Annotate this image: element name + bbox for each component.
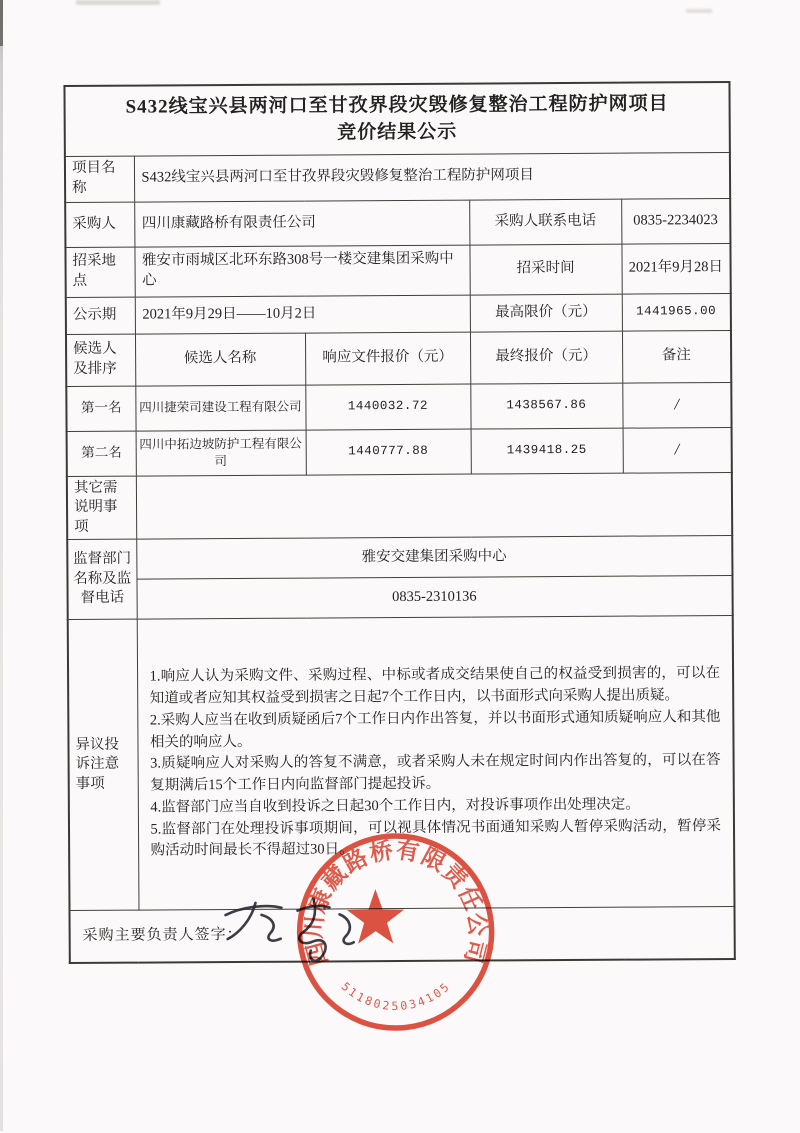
publicity-row (66, 293, 731, 334)
supervision-row-2 (67, 576, 732, 620)
purchaser-phone-label: 采购人联系电话 (469, 199, 621, 245)
candidate-row-2 (67, 427, 732, 476)
supervision-phone: 0835-2310136 (136, 576, 732, 620)
candidate-2-rank: 第二名 (67, 431, 136, 476)
supervision-name: 雅安交建集团采购中心 (136, 536, 732, 580)
objection-item-5: 5.监督部门在处理投诉事项期间，可以视具体情况书面通知采购人暂停采购活动，暂停采购活动时间最长不得超过30日。 (150, 817, 722, 859)
candidate-2-doc-price: 1440777.88 (306, 429, 471, 475)
candidate-1-remark: / (622, 382, 731, 428)
candidates-rank-header: 候选人及排序 (66, 334, 135, 386)
venue-label: 招采地点 (65, 247, 134, 297)
publicity-label: 公示期 (66, 297, 135, 334)
other-notes-label: 其它需说明事项 (67, 476, 136, 540)
candidates-remark-header: 备注 (622, 330, 731, 383)
title-line-2: 竞价结果公示 (337, 121, 458, 144)
max-price-value: 1441965.00 (622, 293, 731, 331)
max-price-label: 最高限价（元） (470, 294, 622, 332)
project-name-value: S432线宝兴县两河口至甘孜界段灾毁修复整治工程防护网项目 (134, 152, 730, 202)
objection-item-1: 1.响应人认为采购文件、采购过程、中标或者成交结果使自己的权益受到损害的，可以在知道或者应知其权益受到损害之日起7个工作日内，以书面形式向采购人提出质疑。 (149, 665, 721, 707)
candidates-header-row (66, 330, 731, 386)
candidate-1-rank: 第一名 (66, 386, 135, 431)
signature-label: 采购主要负责人签字： (82, 927, 243, 945)
venue-value: 雅安市雨城区北环东路308号一楼交建集团采购中心 (134, 245, 469, 297)
company-seal (285, 821, 506, 1042)
supervision-row-1 (67, 536, 732, 580)
objection-item-4: 4.监督部门应当自收到投诉之日起30个工作日内，对投诉事项作出处理决定。 (150, 796, 640, 816)
other-notes-row (67, 472, 732, 540)
candidate-1-name: 四川捷荣司建设工程有限公司 (135, 385, 305, 431)
project-name-label: 项目名称 (65, 156, 134, 202)
candidate-2-final-price: 1439418.25 (471, 428, 623, 474)
objection-label: 异议投诉注意事项 (68, 619, 139, 910)
candidate-2-remark: / (623, 427, 732, 473)
other-notes-value (136, 472, 732, 539)
title-line-1: S432线宝兴县两河口至甘孜界段灾毁修复整治工程防护网项目 (125, 93, 669, 118)
purchaser-row (65, 198, 730, 247)
candidate-row-1 (66, 382, 731, 431)
project-name-row (65, 152, 730, 202)
time-label: 招采时间 (469, 244, 621, 295)
seal-number-arc: 5118025034105 (338, 978, 454, 1014)
seal-star-icon (347, 889, 404, 944)
title-row (64, 82, 729, 156)
objection-item-2: 2.采购人应当在收到质疑函后7个工作日内作出答复，并以书面形式通知质疑响应人和其他相关的响应人。 (149, 708, 721, 751)
purchaser-label: 采购人 (65, 202, 134, 247)
supervision-label: 监督部门名称及监督电话 (67, 539, 136, 619)
document-title (64, 82, 729, 156)
venue-row (65, 243, 730, 297)
seal-company-text (300, 836, 490, 968)
seal-number-text (339, 979, 454, 1014)
seal-company-arc: 四川康藏路桥有限责任公司 (301, 837, 491, 969)
candidates-final-price-header: 最终报价（元） (470, 331, 622, 384)
purchaser-phone-value: 0835-2234023 (621, 198, 730, 244)
candidate-2-name: 四川中拓边坡防护工程有限公司 (136, 430, 306, 476)
objection-item-3: 3.质疑响应人对采购人的答复不满意，或者采购人未在规定时间内作出答复的，可以在答复期满后15个工作日内向监督部门提起投诉。 (150, 752, 721, 794)
candidates-name-header: 候选人名称 (135, 333, 305, 386)
publicity-value: 2021年9月29日——10月2日 (135, 295, 470, 334)
candidate-1-final-price: 1438567.86 (470, 383, 622, 429)
candidate-1-doc-price: 1440032.72 (305, 384, 470, 430)
purchaser-value: 四川康藏路桥有限责任公司 (134, 200, 469, 247)
candidates-doc-price-header: 响应文件报价（元） (305, 332, 470, 385)
time-value: 2021年9月28日 (621, 243, 730, 294)
